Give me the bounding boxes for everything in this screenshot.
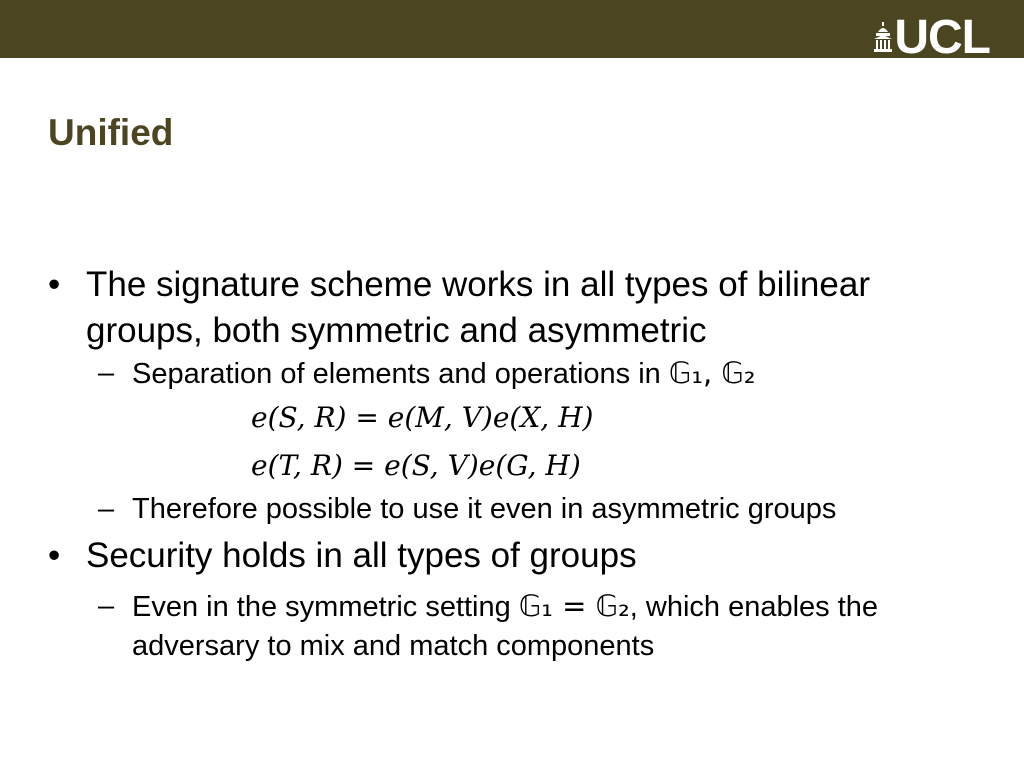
bullet-marker: • bbox=[48, 536, 61, 575]
group-symbols: 𝔾₁, 𝔾₂ bbox=[668, 356, 756, 390]
ucl-logo bbox=[874, 11, 990, 64]
sub-bullet-item bbox=[44, 490, 994, 529]
bullet-marker: • bbox=[48, 265, 61, 304]
bullet-item bbox=[44, 262, 994, 354]
sub-bullet-text: Separation of elements and operations in bbox=[132, 358, 669, 390]
slide-content bbox=[44, 262, 994, 666]
sub-bullet-item bbox=[44, 354, 994, 394]
sub-bullet-text: Therefore possible to use it even in asymmetric groups bbox=[132, 493, 837, 525]
portico-icon bbox=[874, 22, 892, 52]
equation: e(S, R) = e(M, V)e(X, H) bbox=[251, 401, 594, 434]
header-bar bbox=[0, 0, 1024, 64]
sub-bullet-item bbox=[44, 587, 994, 666]
dash-marker: – bbox=[98, 493, 115, 525]
sub-bullet-text: Even in the symmetric setting bbox=[132, 591, 519, 623]
equation: e(T, R) = e(S, V)e(G, H) bbox=[251, 449, 581, 482]
sub-bullet-text-suffix: , which enables the adversary to mix and match components bbox=[132, 591, 879, 662]
bullet-text: The signature scheme works in all types of bilinear groups, both symmetric and asymmetric bbox=[86, 265, 870, 350]
dash-marker: – bbox=[98, 590, 115, 622]
bullet-text: Security holds in all types of groups bbox=[86, 536, 637, 575]
bullet-item bbox=[44, 533, 994, 579]
logo-text: UCL bbox=[894, 11, 990, 64]
slide-title: Unified bbox=[48, 112, 174, 153]
group-equality: 𝔾₁ = 𝔾₂ bbox=[518, 589, 630, 623]
dash-marker: – bbox=[98, 357, 115, 389]
